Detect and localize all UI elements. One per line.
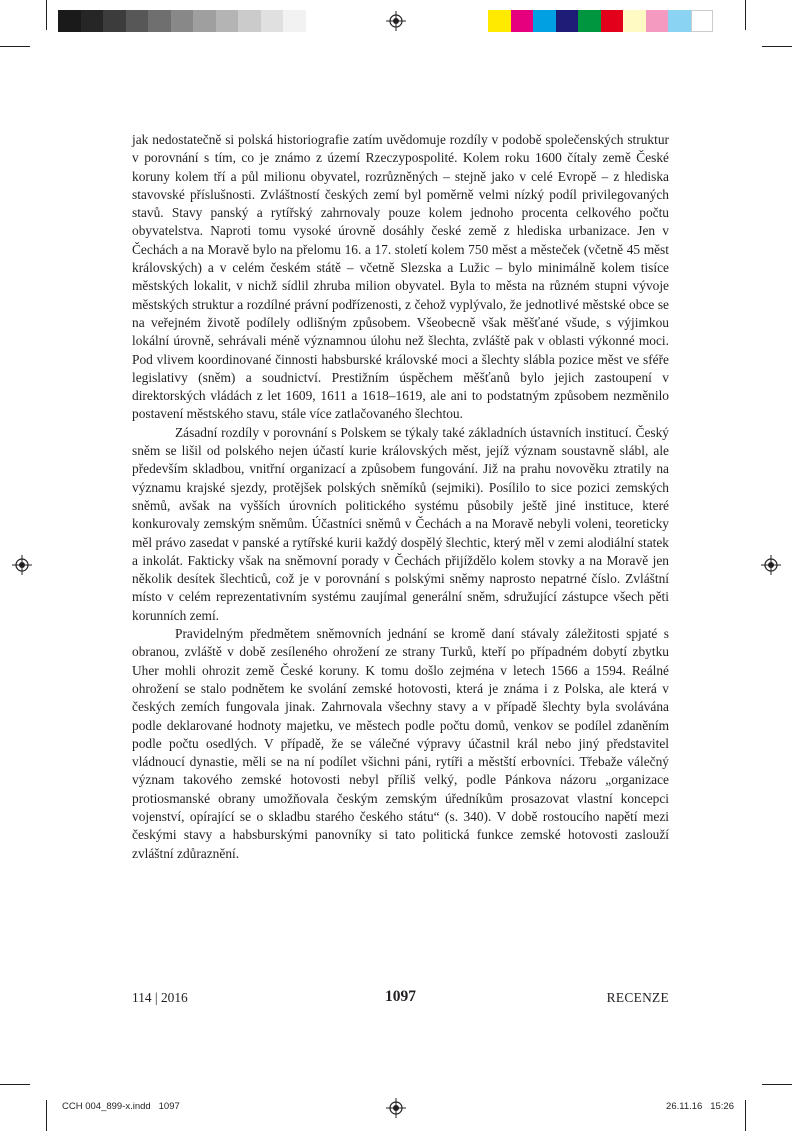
- color-swatch: [58, 10, 81, 32]
- color-swatch: [283, 10, 306, 32]
- color-swatch: [691, 10, 714, 32]
- color-swatch: [103, 10, 126, 32]
- color-swatch: [488, 10, 511, 32]
- crop-mark: [745, 0, 746, 30]
- paragraph: Zásadní rozdíly v porovnání s Polskem se týkaly také základních ústavních institucí. Český sněm se lišil od polského nejen účastí kurie královských měst, jejíž význam soustavně slábl, ale především skladbou, vnitřní organizací a způsobem fungování. Již na prahu novověku ztratily na významu krajské sjezdy, protějšek polských sněmíků (sejmiki). Posílilo to sice pozici zemských sněmů, avšak na vyšších úrovních politického systému působily ještě jiné instituce, které konkurovaly zemským sněmům. Účastníci sněmů v Čechách a na Moravě nebyli voleni, teoreticky měl právo zasedat v panské a rytířské kurii každý dospělý šlechtic, který měl v zemi alodiální statek a inkolát. Fakticky však na sněmovní porady v Čechách přijíždělo kolem stovky a na Moravě jen několik desítek šlechticů, což je v porovnání s polskými sněmy naprosto nepatrné číslo. Zvláštní místo v celém reprezentativním systému zaujímal generální sněm, sdružující zástupce všech pěti korunních zemí.: [132, 424, 669, 623]
- color-calibration-bar: [488, 10, 713, 32]
- color-swatch: [511, 10, 534, 32]
- page-number: 1097: [385, 988, 416, 1005]
- crop-mark: [0, 46, 30, 47]
- print-slug-timestamp: 26.11.16 15:26: [666, 1101, 734, 1112]
- color-swatch: [556, 10, 579, 32]
- color-swatch: [171, 10, 194, 32]
- color-swatch: [238, 10, 261, 32]
- section-label: RECENZE: [606, 990, 669, 1005]
- color-swatch: [261, 10, 284, 32]
- paragraph: jak nedostatečně si polská historiografie zatím uvědomuje rozdíly v podobě společenských struktur v porovnání s tím, co je známo z území Rzeczypospolité. Kolem roku 1600 čítaly země České koruny kolem tří a půl milionu obyvatel, rozrůzněných – stejně jako v celé Evropě – z hlediska stavovské příslušnosti. Zvláštností českých zemí byl poměrně velmi nízký podíl privilegovaných stavů. Stavy panský a rytířský zahrnovaly pouze kolem jednoho procenta celkového počtu obyvatelstva. Naproti tomu vysoké úrovně dosáhly české země z hlediska urbanizace. Jen v Čechách a na Moravě bylo na přelomu 16. a 17. století kolem 750 měst a městeček (včetně 45 měst královských) a v celém českém státě – včetně Slezska a Lužic – bylo minimálně kolem tisíce městských lokalit, v nichž sídlil zhruba milion obyvatel. Byla to města na různém stupni vývoje městských struktur a rozdílné právní podřízenosti, z čehož vyplývalo, že jednotlivé městské obce se na veřejném životě podílely odlišným způsobem. Všeobecně však měšťané všude, s výjimkou lokální úrovně, sehrávali méně významnou úlohu než šlechta, zvláště pak v oblasti výkonné moci. Pod vlivem koordinované činnosti habsburské královské moci a šlechty slábla pozice měst ve sféře legislativy (sněm) a soudnictví. Prestižním úspěchem měšťanů bylo jejich zastoupení v direktorských vládách z let 1609, 1611 a 1618–1619, ale ani to podstatným způsobem nezměnilo postavení městského stavu, stále více zatlačovaného šlechtou.: [132, 132, 669, 422]
- crop-mark: [762, 46, 792, 47]
- color-swatch: [81, 10, 104, 32]
- color-swatch: [533, 10, 556, 32]
- color-swatch: [646, 10, 669, 32]
- paragraph: Pravidelným předmětem sněmovních jednání se kromě daní stávaly záležitosti spjaté s obranou, zvláště v době zesíleného ohrožení ze strany Turků, kteří po případném dobytí zbytku Uher mohli ohrozit země České koruny. K tomu došlo zejména v letech 1566 a 1594. Reálné ohrožení se stalo podnětem ke svolání zemské hotovosti, která je známa i z Polska, ale která v českých zemích fungovala jinak. Zahrnovala všechny stavy a v případě šlechty byla svolávána podle deklarované hodnoty majetku, ve městech podle počtu domů, venkov se podílel zdaněním podle počtu osedlých. V případě, že se válečné výpravy účastnil král nebo jiný představitel vládnoucí dynastie, měli se na ní podílet všichni páni, rytíři a městští erbovníci. Třebaže válečný význam takového zemské hotovosti nebyl příliš velký, podle Pánkova názoru „organizace protiosmanské obrany umožňovala českým zemským úředníkům prosazovat vlastní koncepci vojenství, opírající se o skladbu starého českého státu“ (s. 340). V době rostoucího napětí mezi českými stavy a habsburskými panovníky si tato politická funkce zemské hotovosti zaslouží zvláštní zdůraznění.: [132, 626, 669, 861]
- color-swatch: [601, 10, 624, 32]
- color-swatch: [148, 10, 171, 32]
- color-swatch: [623, 10, 646, 32]
- registration-mark-icon: [761, 555, 781, 575]
- grayscale-calibration-bar: [58, 10, 306, 32]
- article-body: [132, 131, 669, 863]
- registration-mark-icon: [12, 555, 32, 575]
- registration-mark-icon: [386, 1098, 406, 1118]
- crop-mark: [762, 1084, 792, 1085]
- crop-mark: [46, 0, 47, 30]
- crop-mark: [0, 1084, 30, 1085]
- color-swatch: [578, 10, 601, 32]
- crop-mark: [745, 1100, 746, 1131]
- color-swatch: [216, 10, 239, 32]
- print-slug-filename: CCH 004_899-x.indd 1097: [62, 1101, 180, 1112]
- page-footer: [132, 988, 669, 1008]
- color-swatch: [193, 10, 216, 32]
- color-swatch: [126, 10, 149, 32]
- crop-mark: [46, 1100, 47, 1131]
- color-swatch: [668, 10, 691, 32]
- issue-label: 114 | 2016: [132, 990, 188, 1005]
- registration-mark-icon: [386, 11, 406, 31]
